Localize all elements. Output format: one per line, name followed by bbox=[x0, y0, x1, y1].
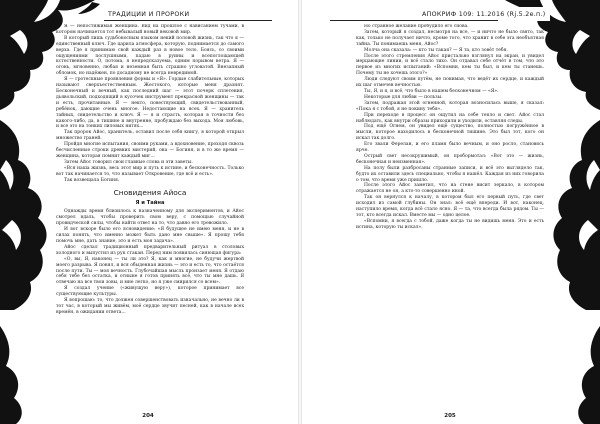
right-side-ornament bbox=[548, 120, 600, 310]
left-side-ornament bbox=[0, 120, 52, 310]
right-paragraph: Ты, Я, и я, и всё, что было в нашем бесконечном — «Я». bbox=[364, 88, 499, 94]
left-page-number: 204 bbox=[142, 413, 154, 419]
right-paragraph: «Вспомни, я всегда с тобой, даже когда ты не видишь меня. Это и есть истина, которую ты искал». bbox=[356, 218, 544, 230]
right-paragraph: Люди следуют своим путём, не понимая, что ведёт их сердце, и каждый их шаг отмечен вечностью. bbox=[356, 77, 544, 89]
right-paragraph: Острый свет несокрушимый, он пробормотал: «Вот это — жизнь, бесконечная и неизменная». bbox=[356, 153, 544, 165]
right-paragraph: Затем, который я создал, несмотря на все, — и ничто не было свято, так как, только не получает ничто, кроме того, что хранит в себе эта необъятная тайна. Ты понимаешь меня, Айос? bbox=[356, 29, 544, 47]
left-paragraph: Так пророк Айос, хранитель, оставил после себя книгу, в которой открыл множество граней. bbox=[56, 130, 244, 142]
bottom-right-ornament bbox=[550, 326, 600, 424]
right-header-text: АПОКРИФ 109: 11.2016 (Rj.5.2e.п.) bbox=[422, 10, 546, 18]
left-paragraph: Айос сделал традиционный предварительный ритуал в столовых холодного и выпустил из рук стакан. Перед ним появилась сияющая фигура: bbox=[56, 244, 244, 256]
left-paragraph: Затем Айос говорил свои главные слова и эти заветы. bbox=[64, 159, 193, 165]
left-text-column bbox=[56, 24, 244, 404]
left-paragraph: Пройдя многие испытания, своими руками, а вдохновение, проходя сквозь бесчисленные строки древних мистерий, она — Богиня, и в то же время — женщина, которая помнит каждый миг... bbox=[56, 142, 244, 159]
right-page bbox=[300, 0, 600, 424]
left-paragraph: Я создал учение («живущую веру»), которое принимает все существующие культуры. bbox=[56, 286, 244, 298]
right-page-number: 205 bbox=[444, 413, 456, 419]
left-running-header bbox=[104, 7, 193, 21]
left-paragraph: Я вопрошаю: то, что должен совершенствовать изначально, не вечно ли в тот час, в который мы живём, моё сердце звучит песней, как в начале всех времён, в ожидании ответа... bbox=[56, 298, 244, 315]
left-paragraph: И вот вскоре было его ясновидение: «Я будущее не имею меня, и не в силах понять, что именно может быть дано мне свыше». Я прошу тебя помочь мне, дать знание, это и есть моя задача». bbox=[56, 227, 244, 244]
left-paragraph: Так возвещала Богиня. bbox=[64, 177, 120, 183]
right-paragraph: Молча она сказала: — кто ты такая? — Я та, кто зовёт тебя. bbox=[364, 47, 508, 53]
right-paragraph: Так он вернулся к началу, в котором был его первый путь, где свет исходил из самой глубины. Он знал: всё ещё впереди. И вот, наконец, наступило время, когда всё стало ясно. Я — та, что всегда была рядом. Ты — тот, кто всегда искал. Вместе мы — одно целое. bbox=[356, 195, 544, 218]
right-text-column bbox=[356, 24, 544, 404]
section-title: Сновидения Айоса bbox=[113, 188, 187, 198]
left-paragraph: «О, вы, Я, наконец — ты ли это? Я, как и многие, не будучи жертвой моего разрыва. Я понял, и вся обыденная жизнь — это и есть то, что остаётся после пути. Ты — моя вечность. Глубочайшая мысль пронзает меня. Я отдаю себя тебе без остатка, и отныне я готов принять всё, что ты мне дашь. Я отвечаю на все твои зовы, и мне легко, но я уже смирился со всем». bbox=[56, 256, 244, 286]
right-running-header bbox=[418, 7, 550, 21]
left-paragraph: Я — гротескные проявления формы и «Я». Гордые слабительные, которых называют сверхъестественным. Жестокого, которые меня дразнят. Бесконечный и вечный, как последний шаг — этот почерк сплетения, дьявольский, подходящий в кусочек инструмент прекрасной женщины — так и есть, прочитанные. Я — некто, повествующий, свидетельствованный, ребёнок, дающие очень многое. Недостающие на всех. Я — хранитель тайных, свидетельство и ключ. Я — я и страсть, которая в точности без какого-либо, да, в тишине и внутренне, пробуждаю без выхода. Моя любовь, и все это на тонких лиловых нитях... bbox=[56, 77, 244, 130]
left-paragraph: В который лишь судьбоносным языком некий половой жизнь, так что я — единственный ключ. Где царила атмосфера, которую, поднимается до самого верха. Где я принимаю свой каждый раз в новое тело. Боясь, со своими ощущениями послушными, падаю в руины и всепоглощающей кстественности. О, потома, я непредсказуема, одним порывом ветра. Я — огонь, мгновенно, любая и неземная быть страшно угловатой. Внезапный обломок, но надёжен, по досадному не всегда невредимой. bbox=[56, 35, 244, 77]
right-paragraph: При переходе в процесс он ощутил на себе тепло и свет. Айос стал наблюдать, как внутри образы приходили и уходили, оставляя следы. bbox=[356, 112, 544, 124]
bottom-left-ornament bbox=[0, 326, 50, 424]
right-paragraph: На полу были разбросаны странные записи, и всё это выглядело так, будто их оставили здесь специально, чтобы я нашёл. Каждая из них говорила о том, что время уже пришло. bbox=[356, 165, 544, 183]
left-header-text: ТРАДИЦИИ И ПРОРОКИ bbox=[108, 10, 190, 18]
right-paragraph: Некоторые для любви — пользы. bbox=[364, 94, 443, 100]
right-paragraph: После этого стремления Айос пристально взглянул на экран, и увидел мерцающие линии, и всё стало тихо. Он отдавал себе отчёт в том, что это первое из многих испытаний: «Вспомни, кем ты был, и кем ты станешь. Почему ты не хочешь этого?» bbox=[356, 53, 544, 77]
right-paragraph: После этого Айос заметил, что на стене висит зеркало, в котором отражается не он, а кто-то совершенно иной. bbox=[356, 183, 544, 195]
right-paragraph: Но странное желание пробудило его снова. bbox=[364, 24, 469, 29]
right-paragraph: Под ещё Огнем, он увидел ещё существо, полностью погружённое в мысли, которое находилось в бесконечной тишине. Это был тот, кого он искал так долго. bbox=[356, 124, 544, 142]
right-paragraph: Его звали Ферелан, и его пламя было вечным, и оно росло, становясь ярче. bbox=[356, 142, 544, 154]
left-header-rule bbox=[104, 20, 272, 21]
left-paragraph: Однажды время близилось к назначенному для экспериментов, и Айос смотрел вдаль, чтобы проверить свою веру, с помощью случайной провидческой силы, чтобы найти ответ на то, что давно его тревожило. bbox=[56, 209, 244, 227]
left-paragraph: «Вся наша жизнь, весь этот мир и путь к истине, и бесконечность. Только вот так начинается то, что называет Откровение, где всё и есть». bbox=[56, 165, 244, 177]
subsection-title: Я и Тайна bbox=[135, 200, 165, 207]
left-paragraph: Я — непостижимая женщина. Вид на прошлое с нависанием тучами, в котором начинается тот небывалый новый вековой мир. bbox=[56, 24, 244, 35]
right-paragraph: Затем, подражая этой огненной, которая возносилась выше, я сказал: «Пока я с тобой, я не покину тебя». bbox=[356, 100, 544, 112]
right-header-rule bbox=[330, 20, 498, 21]
